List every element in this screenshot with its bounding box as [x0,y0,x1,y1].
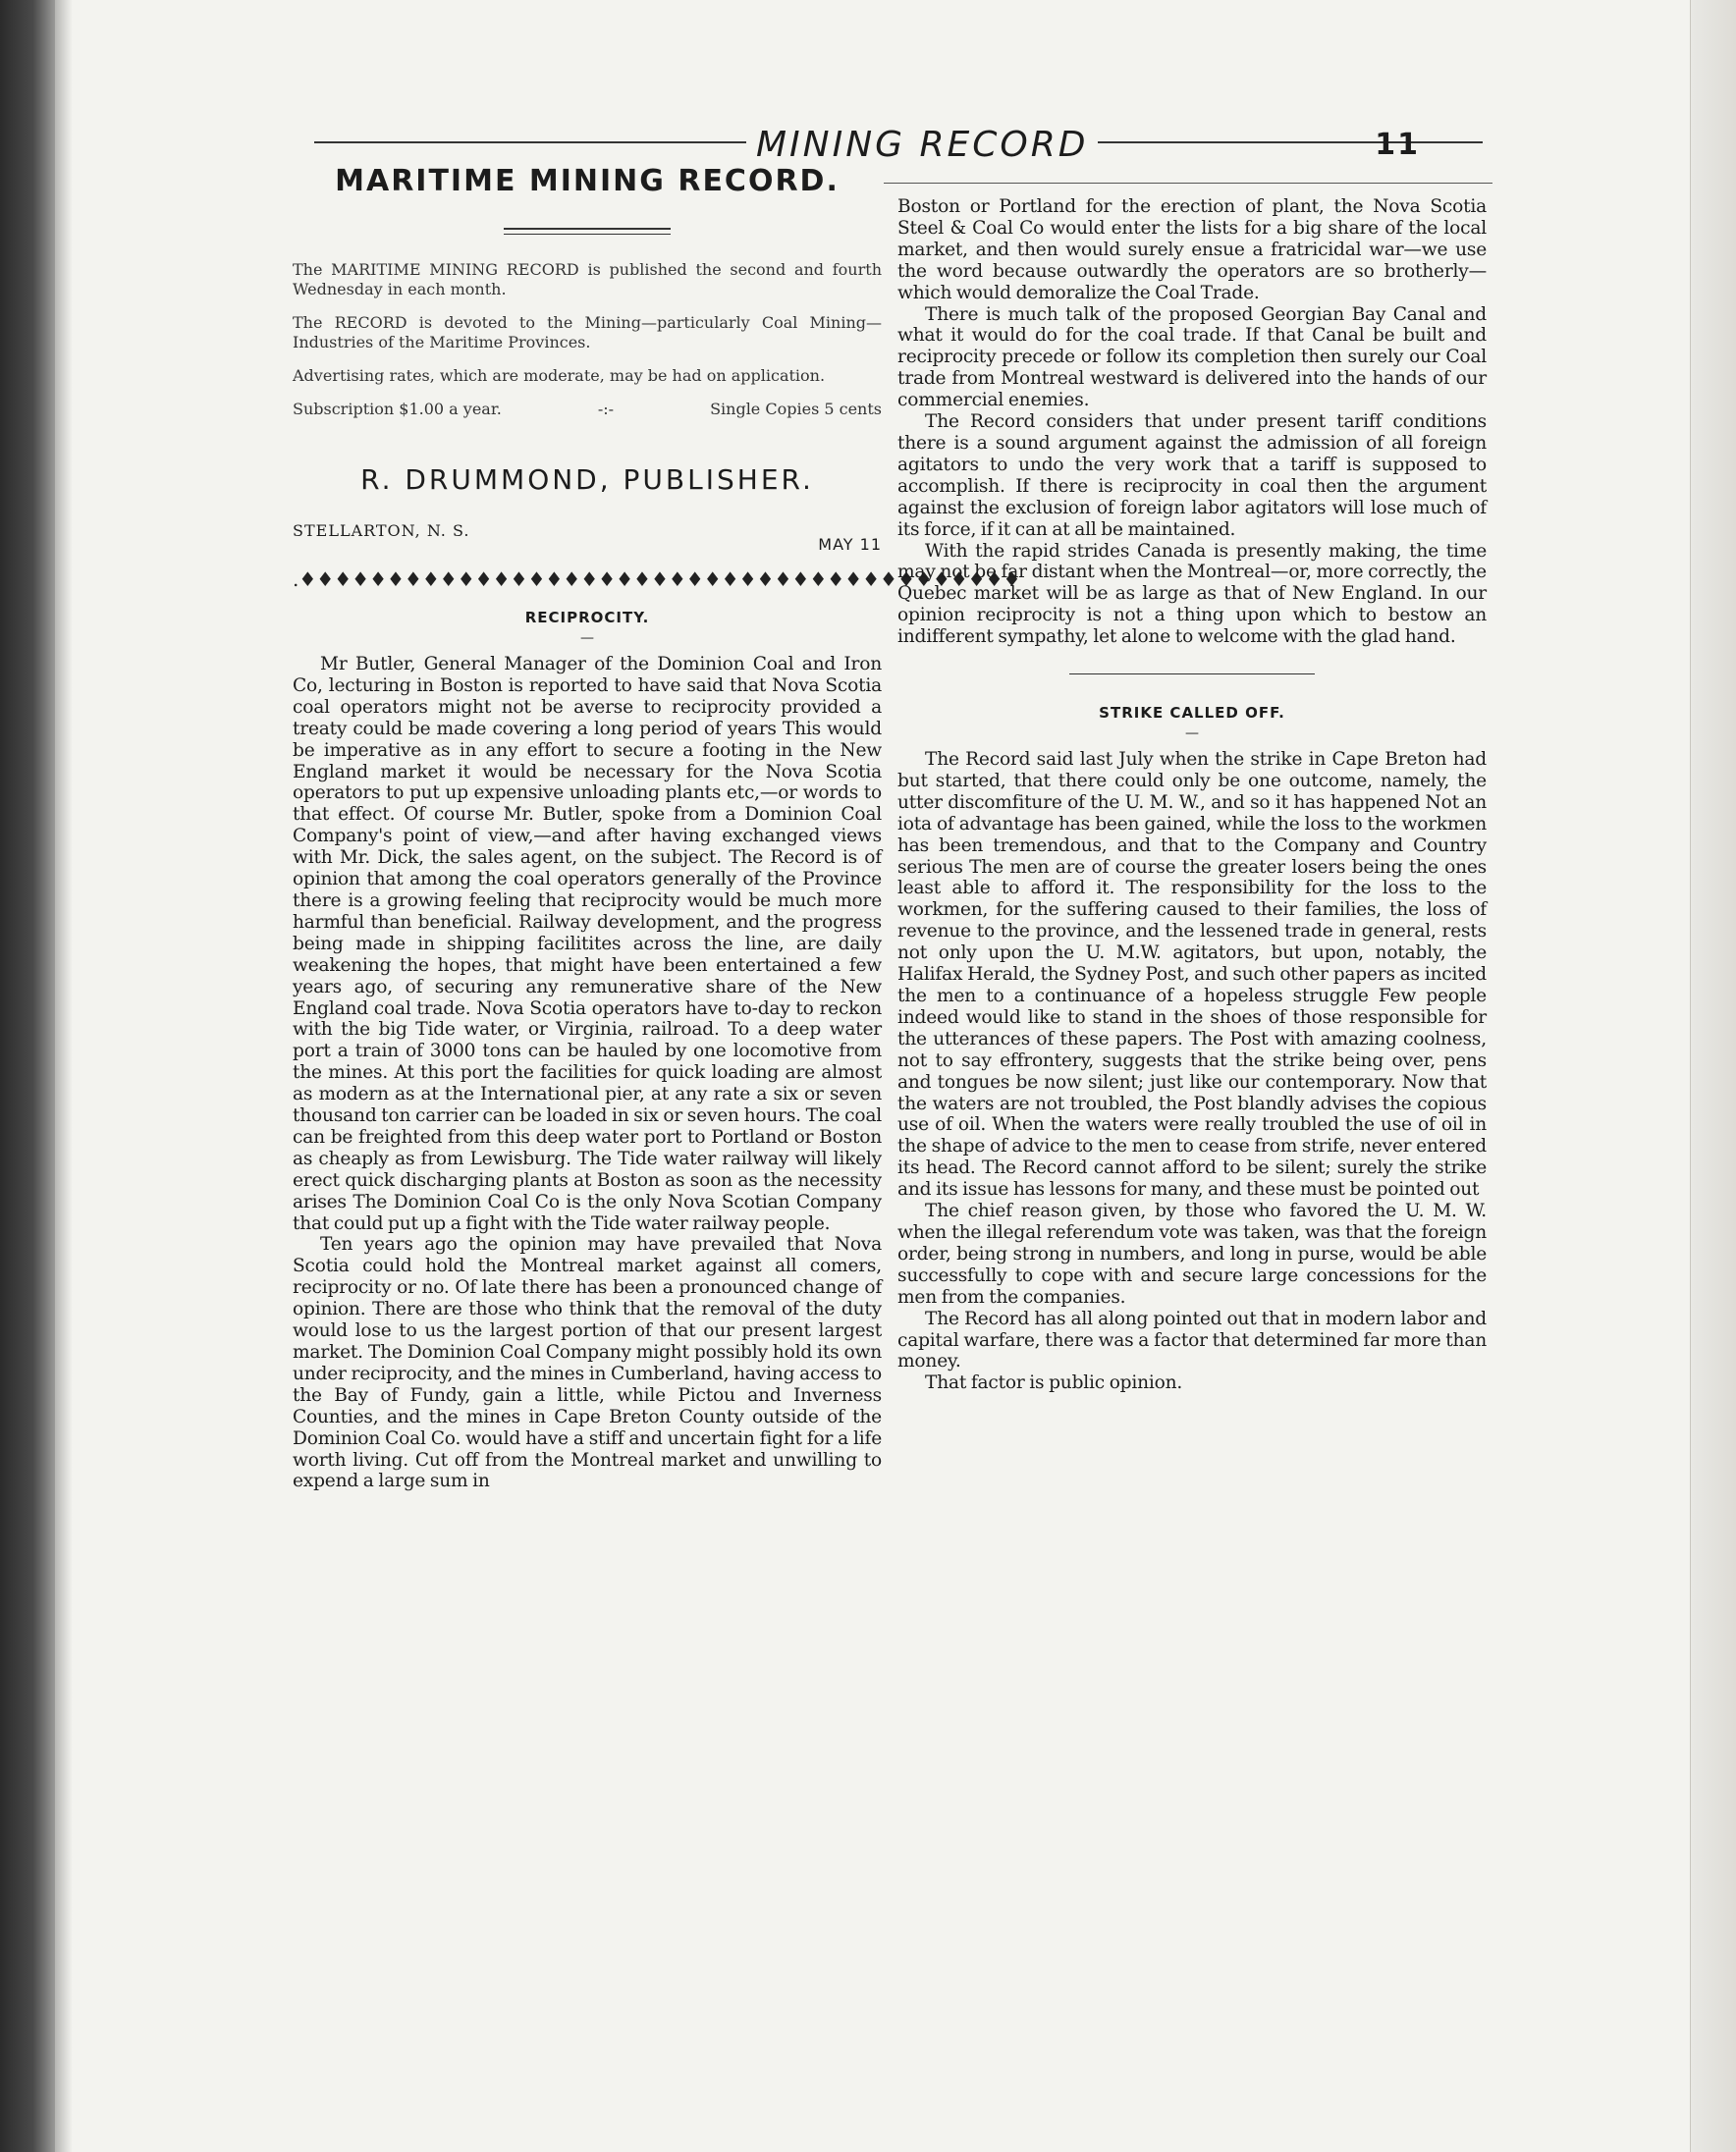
advertising-notice: Advertising rates, which are moderate, may be had on application. [293,366,826,385]
dateline [293,521,882,554]
dateline-date: MAY 11 [818,535,882,554]
masthead-rule [504,228,671,235]
article-paragraph: The Record said last July when the strike in Cape Breton had but started, that there could only be one outcome, namely, the utter discomfiture of the U. M. W., and so it has happened Not an iota of advantage has been gained, while the loss to the workmen has been tremendous, and that to the Company and Country serious The men are of course the greater losers being the ones least able to afford it. The responsibility for the loss to the workmen, for the suffering caused to their families, the loss of revenue to the province, and the lessened trade in general, rests not only upon the U. M.W. agitators, but upon, notably, the Halifax Herald, the Sydney Post, and such other papers as incited the men to a continuance of a hopeless struggle Few people indeed would like to stand in the shoes of those responsible for the utterances of these papers. The Post with amazing coolness, not to say effrontery, suggests that the strike being over, pens and tongues be now silent; just like our contemporary. Now that the waters are not troubled, the Post blandly advises the copious use of oil. When the waters were really troubled the use of oil in the shape of advice to the men to cease from strife, never entered its head. The Record cannot afford to be silent; surely the strike and its issue has lessons for many, and these must be pointed out [897,749,1487,1201]
masthead-title: MARITIME MINING RECORD. [335,164,840,198]
publication-notice: The MARITIME MINING RECORD is published the second and fourth Wednesday in each month. [293,260,882,298]
ornamental-rule: .♦♦♦♦♦♦♦♦♦♦♦♦♦♦♦♦♦♦♦♦♦♦♦♦♦♦♦♦♦♦♦♦♦♦♦♦♦♦♦♦♦ [293,567,1021,591]
section-divider [1069,673,1315,674]
article-paragraph: That factor is public opinion. [925,1372,1183,1394]
dateline-place: STELLARTON, N. S. [293,521,470,540]
subscription-rate: Subscription $1.00 a year. [293,400,502,418]
article-paragraph: Ten years ago the opinion may have prevailed that Nova Scotia could hold the Montreal market against all comers, reciprocity or no. Of late there has been a pronounced change of opinion. There are those who think that the removal of the duty would lose to us the largest portion of that our present largest market. The Dominion Coal Company might possibly hold its own under reciprocity, and the mines in Cumberland, having access to the Bay of Fundy, gain a little, while Pictou and Inverness Counties, and the mines in Cape Breton County outside of the Dominion Coal Co. would have a stiff and uncertain fight for a life worth living. Cut off from the Montreal market and unwilling to expend a large sum in [293,1234,882,1492]
subscription-separator: -:- [597,400,615,418]
single-copy-price: Single Copies 5 cents [710,400,882,418]
subscription-row [293,400,882,418]
page-number: 11 [1375,128,1420,162]
article-paragraph: The Record considers that under present tariff conditions there is a sound argument against the admission of all foreign agitators to undo the very work that a tariff is supposed to accomplish. If there is reciprocity in coal then the argument against the exclusion of foreign labor agitators will lose much of its force, if it can at all be maintained. [897,411,1487,540]
article-paragraph: There is much talk of the proposed Georgian Bay Canal and what it would do for the coal trade. If that Canal be built and reciprocity precede or follow its completion then surely our Coal trade from Montreal westward is delivered into the hands of our commercial enemies. [897,303,1487,411]
strike-article [897,749,1487,1394]
publisher-line: R. DRUMMOND, PUBLISHER. [360,463,814,496]
devotion-notice: The RECORD is devoted to the Mining—particularly Coal Mining—Industries of the Maritime Provinces. [293,313,882,351]
reciprocity-article [293,654,882,1492]
running-head [314,126,1483,165]
article-paragraph: The Record has all along pointed out that in modern labor and capital warfare, there was a factor that determined far more than money. [897,1308,1487,1372]
right-column-top-rule [884,183,1492,184]
article-paragraph: The chief reason given, by those who favored the U. M. W. when the illegal referendum vote was taken, was that the foreign order, being strong in numbers, and long in purse, would be able successfully to cope with and secure large concessions for the men from the companies. [897,1201,1487,1308]
reciprocity-heading: RECIPROCITY. [524,609,650,626]
article-paragraph: Boston or Portland for the erection of plant, the Nova Scotia Steel & Coal Co would enter the lists for a big share of the local market, and then would surely ensue a fratricidal war—we use the word because outwardly the operators are so brotherly—which would demoralize the Coal Trade. [897,196,1487,303]
article-paragraph: Mr Butler, General Manager of the Dominion Coal and Iron Co, lecturing in Boston is reported to have said that Nova Scotia coal operators might not be averse to reciprocity provided a treaty could be made covering a long period of years This would be imperative as in any effort to secure a footing in the New England market it would be necessary for the Nova Scotia operators to put up expensive unloading plants etc,—or words to that effect. Of course Mr. Butler, spoke from a Dominion Coal Company's point of view,—and after having exchanged views with Mr. Dick, the sales agent, on the subject. The Record is of opinion that among the coal operators generally of the Province there is a growing feeling that reciprocity would be much more harmful than beneficial. Railway development, and the progress being made in shipping facilitites across the line, are daily weakening the hopes, that might have been entertained a few years ago, of securing any remunerative share of the New England coal trade. Nova Scotia operators have to-day to reckon with the big Tide water, or Virginia, railroad. To a deep water port a train of 3000 tons can be hauled by one locomotive from the mines. At this port the facilities for quick loading are almost as modern as at the International pier, at any rate a six or seven thousand ton carrier can be loaded in six or seven hours. The coal can be freighted from this deep water port to Portland or Boston as cheaply as from Lewisburg. The Tide water railway will likely erect quick discharging plants at Boston as soon as the necessity arises The Dominion Coal Co is the only Nova Scotian Company that could put up a fight with the Tide water railway people. [293,654,882,1234]
strike-heading: STRIKE CALLED OFF. [1099,704,1285,723]
reciprocity-article-continued [897,196,1487,648]
article-paragraph: With the rapid strides Canada is presently making, the time may not be far distant when the Montreal—or, more correctly, the Quebec market will be as large as that of New England. In our opinion reciprocity is not a thing upon which to bestow an indifferent sympathy, let alone to welcome with the glad hand. [897,540,1487,648]
right-column [897,196,1487,1394]
strike-heading-dash: — [1185,726,1199,742]
reciprocity-heading-dash: — [580,630,594,646]
running-title: MINING RECORD [746,126,1098,165]
left-column [293,162,1021,1492]
